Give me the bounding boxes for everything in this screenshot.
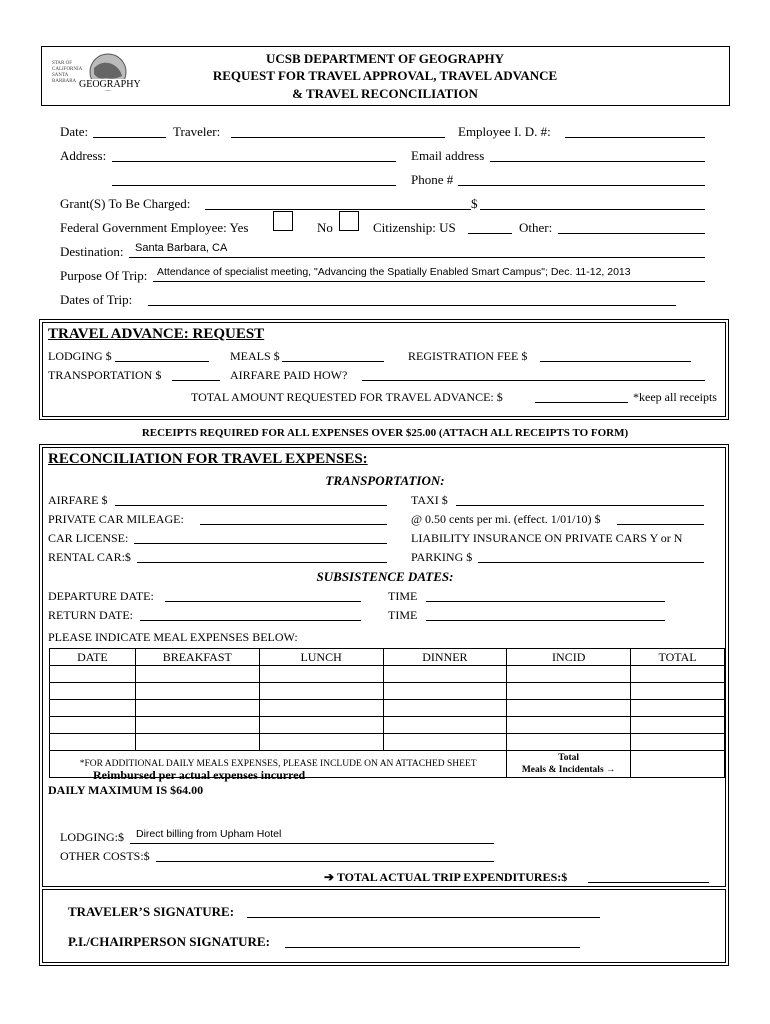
destination-label: Destination: (60, 244, 124, 259)
meal-cell[interactable] (50, 717, 136, 734)
reimbursed-note: Reimbursed per actual expenses incurred (93, 768, 306, 782)
departure-time-field[interactable] (426, 601, 665, 602)
date-label: Date: (60, 124, 89, 139)
parking-label: PARKING $ (411, 550, 473, 564)
return-date-field[interactable] (140, 620, 361, 621)
pi-signature-field[interactable] (285, 947, 580, 948)
meal-cell[interactable] (507, 717, 631, 734)
purpose-label: Purpose Of Trip: (60, 268, 148, 283)
svg-text:BARBARA: BARBARA (52, 79, 77, 84)
departure-date-label: DEPARTURE DATE: (48, 589, 154, 603)
advance-transportation-field[interactable] (172, 380, 220, 381)
table-row (50, 700, 725, 717)
travel-advance-heading: TRAVEL ADVANCE: REQUEST (48, 326, 265, 342)
recon-lodging-value[interactable]: Direct billing from Upham Hotel (136, 828, 282, 840)
meal-cell[interactable] (383, 683, 507, 700)
other-costs-field[interactable] (156, 861, 494, 862)
citizenship-label: Citizenship: US (373, 220, 456, 235)
recon-lodging-label: LODGING:$ (60, 830, 124, 844)
private-car-mileage-field[interactable] (200, 524, 387, 525)
meal-cell[interactable] (631, 700, 725, 717)
logo-text: GEOGRAPHY (79, 79, 141, 90)
meal-cell[interactable] (50, 700, 136, 717)
return-time-field[interactable] (426, 620, 665, 621)
federal-yes-checkbox[interactable] (273, 211, 293, 231)
meal-expenses-table (49, 648, 725, 778)
title-line-2: REQUEST FOR TRAVEL APPROVAL, TRAVEL ADVANCE (212, 68, 558, 83)
federal-no-checkbox[interactable] (339, 211, 359, 231)
meal-col-date: DATE (50, 649, 136, 666)
mileage-rate-field[interactable] (617, 524, 704, 525)
return-date-label: RETURN DATE: (48, 608, 133, 622)
meal-header-row (50, 649, 725, 666)
meal-cell[interactable] (259, 734, 383, 751)
private-car-mileage-label: PRIVATE CAR MILEAGE: (48, 512, 184, 526)
meal-cell[interactable] (507, 666, 631, 683)
total-advance-field[interactable] (535, 402, 628, 403)
date-field[interactable] (93, 137, 166, 138)
destination-field[interactable] (129, 257, 705, 258)
meal-cell[interactable] (507, 700, 631, 717)
meal-cell[interactable] (383, 700, 507, 717)
employee-id-field[interactable] (565, 137, 705, 138)
dates-of-trip-field[interactable] (148, 305, 676, 306)
meal-cell[interactable] (383, 734, 507, 751)
meal-col-dinner: DINNER (383, 649, 507, 666)
reconciliation-heading: RECONCILIATION FOR TRAVEL EXPENSES: (48, 451, 368, 467)
total-trip-expenditures-field[interactable] (588, 882, 709, 883)
table-row (50, 734, 725, 751)
meal-cell[interactable] (631, 683, 725, 700)
total-meals-line1: Total (558, 753, 580, 763)
airfare-paid-field[interactable] (362, 380, 705, 381)
svg-text:STAR OF: STAR OF (52, 61, 73, 66)
daily-maximum-note: DAILY MAXIMUM IS $64.00 (48, 783, 204, 797)
advance-lodging-field[interactable] (115, 361, 209, 362)
total-meals-cell[interactable] (631, 751, 725, 778)
subsistence-heading: SUBSISTENCE DATES: (316, 569, 454, 584)
destination-value[interactable]: Santa Barbara, CA (135, 242, 228, 254)
advance-lodging-label: LODGING $ (48, 349, 112, 363)
meal-cell[interactable] (259, 683, 383, 700)
meal-cell[interactable] (259, 700, 383, 717)
additional-meals-note: *FOR ADDITIONAL DAILY MEALS EXPENSES, PLEASE INCLUDE ON AN ATTACHED SHEET (50, 751, 507, 778)
title-line-3: & TRAVEL RECONCILIATION (292, 86, 478, 101)
return-time-label: TIME (388, 608, 418, 622)
airfare-field[interactable] (115, 505, 387, 506)
other-costs-label: OTHER COSTS:$ (60, 849, 150, 863)
advance-transportation-label: TRANSPORTATION $ (48, 368, 162, 382)
meal-col-incid: INCID (507, 649, 631, 666)
taxi-field[interactable] (456, 505, 704, 506)
recon-lodging-field[interactable] (130, 843, 494, 844)
citizenship-us-field[interactable] (468, 233, 512, 234)
grant-field[interactable] (205, 209, 471, 210)
rental-car-label: RENTAL CAR:$ (48, 550, 131, 564)
employee-id-label: Employee I. D. #: (458, 124, 551, 139)
meal-cell[interactable] (259, 717, 383, 734)
meal-instruction: PLEASE INDICATE MEAL EXPENSES BELOW: (48, 630, 298, 644)
meal-cell[interactable] (135, 683, 259, 700)
address-field-1[interactable] (112, 161, 396, 162)
car-license-label: CAR LICENSE: (48, 531, 129, 545)
federal-no-label: No (317, 220, 333, 235)
registration-fee-label: REGISTRATION FEE $ (408, 349, 528, 363)
airfare-paid-label: AIRFARE PAID HOW? (230, 368, 348, 382)
traveler-signature-field[interactable] (247, 917, 600, 918)
grant-dollar-label: $ (471, 196, 478, 211)
table-row (50, 717, 725, 734)
airfare-label: AIRFARE $ (48, 493, 108, 507)
total-meals-label (507, 751, 631, 778)
other-citizenship-field[interactable] (558, 233, 705, 234)
meal-cell[interactable] (50, 666, 136, 683)
address-label: Address: (60, 148, 107, 163)
meal-cell[interactable] (507, 734, 631, 751)
meal-cell[interactable] (507, 683, 631, 700)
email-label: Email address (411, 148, 485, 163)
rental-car-field[interactable] (137, 562, 387, 563)
meal-col-breakfast: BREAKFAST (135, 649, 259, 666)
other-citizenship-label: Other: (519, 220, 553, 235)
svg-text:CALIFORNIA: CALIFORNIA (52, 67, 83, 72)
purpose-field[interactable] (153, 281, 705, 282)
signature-inner (42, 889, 726, 963)
meal-cell[interactable] (135, 666, 259, 683)
traveler-signature-label: TRAVELER’S SIGNATURE: (68, 904, 235, 919)
meal-cell[interactable] (135, 700, 259, 717)
parking-field[interactable] (478, 562, 704, 563)
meal-cell[interactable] (383, 717, 507, 734)
meal-cell[interactable] (50, 683, 136, 700)
receipts-banner: RECEIPTS REQUIRED FOR ALL EXPENSES OVER $25.00 (ATTACH ALL RECEIPTS TO FORM) (141, 427, 629, 439)
total-trip-expenditures-label: ➔ TOTAL ACTUAL TRIP EXPENDITURES:$ (324, 870, 568, 884)
registration-fee-field[interactable] (540, 361, 691, 362)
liability-insurance-label: LIABILITY INSURANCE ON PRIVATE CARS Y or N (411, 531, 683, 545)
address-field-2[interactable] (112, 185, 396, 186)
total-meals-line2: Meals & Incidentals → (521, 765, 616, 775)
table-row (50, 666, 725, 683)
meal-cell[interactable] (135, 734, 259, 751)
grant-amount-field[interactable] (480, 209, 705, 210)
meal-col-total: TOTAL (631, 649, 725, 666)
purpose-value[interactable]: Attendance of specialist meeting, "Advancing the Spatially Enabled Smart Campus"; Dec. 11-12, 2013 (157, 266, 631, 278)
advance-meals-label: MEALS $ (230, 349, 280, 363)
taxi-label: TAXI $ (411, 493, 448, 507)
transportation-heading: TRANSPORTATION: (325, 473, 445, 488)
traveler-field[interactable] (231, 137, 445, 138)
dates-of-trip-label: Dates of Trip: (60, 292, 133, 307)
advance-meals-field[interactable] (282, 361, 384, 362)
meal-cell[interactable] (383, 666, 507, 683)
meal-col-lunch: LUNCH (259, 649, 383, 666)
pi-signature-label: P.I./CHAIRPERSON SIGNATURE: (68, 934, 270, 949)
traveler-label: Traveler: (173, 124, 221, 139)
meal-cell[interactable] (631, 734, 725, 751)
svg-text:SANTA: SANTA (52, 73, 69, 78)
meal-cell[interactable] (50, 734, 136, 751)
mileage-rate-label: @ 0.50 cents per mi. (effect. 1/01/10) $ (411, 512, 601, 526)
email-field[interactable] (490, 161, 705, 162)
meal-cell[interactable] (259, 666, 383, 683)
departure-date-field[interactable] (165, 601, 361, 602)
phone-label: Phone # (411, 172, 454, 187)
car-license-field[interactable] (134, 543, 387, 544)
keep-receipts-note: *keep all receipts (633, 390, 717, 404)
meal-cell[interactable] (631, 666, 725, 683)
total-advance-label: TOTAL AMOUNT REQUESTED FOR TRAVEL ADVANCE: $ (191, 390, 503, 404)
federal-employee-label: Federal Government Employee: Yes (60, 220, 249, 235)
departure-time-label: TIME (388, 589, 418, 603)
title-line-1: UCSB DEPARTMENT OF GEOGRAPHY (265, 51, 504, 66)
meal-cell[interactable] (135, 717, 259, 734)
grant-label: Grant(S) To Be Charged: (60, 196, 191, 211)
phone-field[interactable] (458, 185, 705, 186)
table-row (50, 683, 725, 700)
meal-cell[interactable] (631, 717, 725, 734)
